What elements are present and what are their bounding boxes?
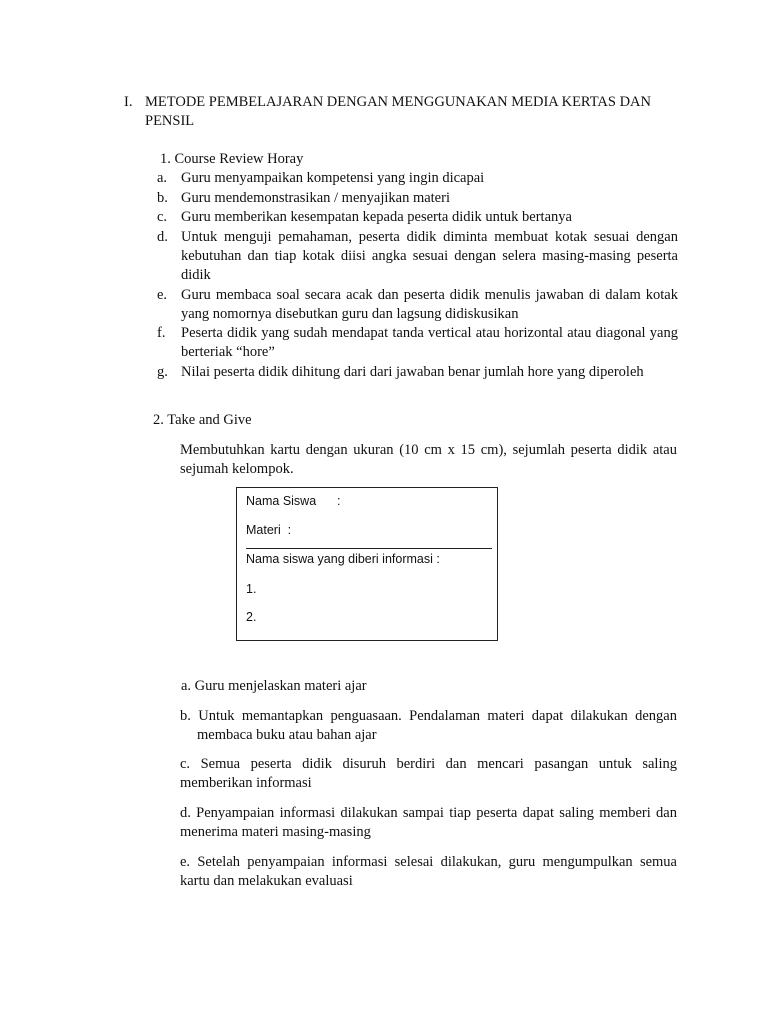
section2-intro: Membutuhkan kartu dengan ukuran (10 cm x 15 cm), sejumlah peserta didik atau sejumah kelompok.	[180, 442, 677, 477]
list-item-text: Untuk menguji pemahaman, peserta didik diminta membuat kotak sesuai dengan kebutuhan dan tiap kotak diisi angka sesuai dengan selera masing-masing peserta didik	[181, 229, 678, 283]
card-diberi-informasi: Nama siswa yang diberi informasi :	[246, 552, 440, 566]
list-item-label: g.	[157, 364, 168, 380]
step-e: e. Setelah penyampaian informasi selesai dilakukan, guru mengumpulkan semua kartu dan melakukan evaluasi	[180, 854, 677, 889]
step-d: d. Penyampaian informasi dilakukan sampai tiap peserta dapat saling memberi dan menerima materi masing-masing	[180, 805, 677, 840]
list-item-text: Peserta didik yang sudah mendapat tanda vertical atau horizontal atau diagonal yang berteriak “hore”	[181, 325, 678, 360]
heading-line-1: METODE PEMBELAJARAN DENGAN MENGGUNAKAN MEDIA KERTAS DAN	[145, 94, 651, 110]
list-item-text: Guru menyampaikan kompetensi yang ingin dicapai	[181, 170, 485, 186]
list-item-text: Guru membaca soal secara acak dan peserta didik menulis jawaban di dalam kotak yang nomornya disebutkan guru dan lagsung didiskusikan	[181, 287, 678, 322]
list-item-label: c.	[157, 209, 168, 225]
list-item-text: Guru memberikan kesempatan kepada peserta didik untuk bertanya	[181, 209, 572, 225]
step-c: c. Semua peserta didik disuruh berdiri dan mencari pasangan untuk saling memberikan informasi	[180, 756, 677, 791]
section2-title: 2. Take and Give	[153, 412, 252, 428]
section1-title: 1. Course Review Horay	[160, 151, 304, 167]
card-materi: Materi :	[246, 523, 292, 537]
step-a: a. Guru menjelaskan materi ajar	[181, 678, 367, 694]
list-item-text: Guru mendemonstrasikan / menyajikan materi	[181, 190, 450, 206]
heading-line-2: PENSIL	[145, 113, 195, 129]
step-b-text: b. Untuk memantapkan penguasaan. Pendalaman materi dapat dilakukan dengan membaca buku atau bahan ajar	[180, 708, 677, 743]
list-item-label: e.	[157, 287, 168, 303]
step-b	[180, 707, 677, 745]
card-nama-siswa: Nama Siswa :	[246, 494, 341, 508]
card-entry-2: 2.	[246, 610, 257, 624]
list-item-text: Nilai peserta didik dihitung dari dari jawaban benar jumlah hore yang diperoleh	[181, 364, 644, 380]
card-entry-1: 1.	[246, 582, 257, 596]
info-card	[236, 487, 498, 641]
list-item-label: b.	[157, 190, 168, 206]
list-item-label: a.	[157, 170, 168, 186]
card-divider	[246, 548, 492, 549]
heading-number: I.	[124, 94, 133, 110]
list-item-label: f.	[157, 325, 166, 341]
list-item-label: d.	[157, 229, 168, 245]
